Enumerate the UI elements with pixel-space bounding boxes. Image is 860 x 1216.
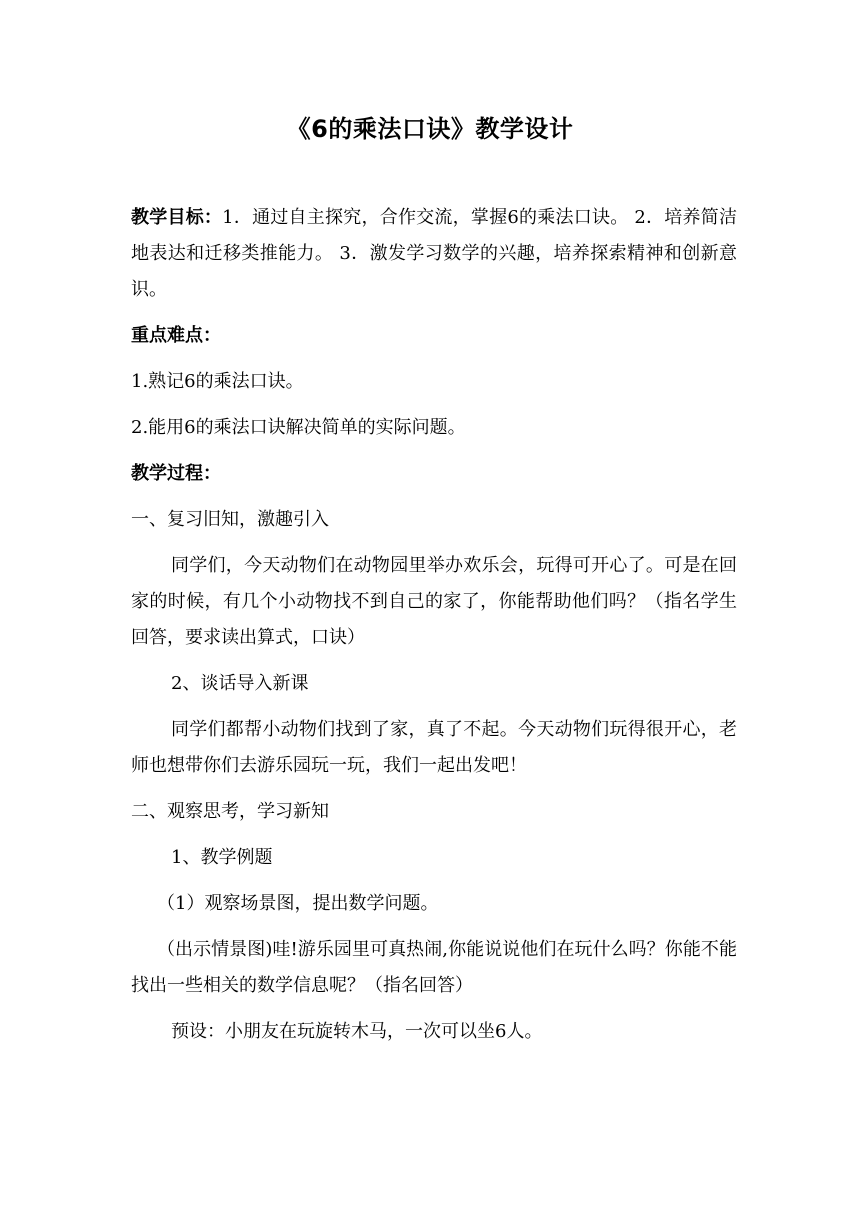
objectives-paragraph	[131, 200, 737, 308]
section-2-paragraph: （出示情景图)哇!游乐园里可真热闹,你能说说他们在玩什么吗？你能不能找出一些相关的数学信息呢？（指名回答）	[131, 939, 737, 996]
objectives-label: 教学目标：	[131, 207, 223, 228]
section-2-item: （1）观察场景图，提出数学问题。	[157, 893, 439, 914]
section-1-subheading: 2、谈话导入新课	[171, 673, 309, 694]
document-title: 《6的乘法口诀》教学设计	[286, 115, 574, 143]
section-2-subheading: 1、教学例题	[171, 847, 273, 868]
document-body	[131, 200, 737, 1050]
section-1-paragraph: 同学们，今天动物们在动物园里举办欢乐会，玩得可开心了。可是在回家的时候，有几个小动物找不到自己的家了，你能帮助他们吗？（指名学生回答，要求读出算式，口诀）	[131, 555, 737, 648]
section-1-sub-paragraph: 同学们都帮小动物们找到了家，真了不起。今天动物们玩得很开心，老师也想带你们去游乐园玩一玩，我们一起出发吧！	[131, 719, 737, 776]
key-point-2: 2.能用6的乘法口诀解决简单的实际问题。	[131, 417, 466, 438]
key-point-1: 1.熟记6的乘法口诀。	[131, 371, 304, 392]
section-1-heading: 一、复习旧知，激趣引入	[131, 509, 329, 530]
objectives-text: 1．通过自主探究，合作交流，掌握6的乘法口诀。 2．培养简洁地表达和迁移类推能力。 3．激发学习数学的兴趣，培养探索精神和创新意识。	[131, 207, 738, 300]
section-2-heading: 二、观察思考，学习新知	[131, 801, 329, 822]
process-label: 教学过程：	[131, 463, 221, 484]
section-2-preset: 预设：小朋友在玩旋转木马，一次可以坐6人。	[171, 1021, 543, 1042]
key-points-label: 重点难点：	[131, 325, 221, 346]
